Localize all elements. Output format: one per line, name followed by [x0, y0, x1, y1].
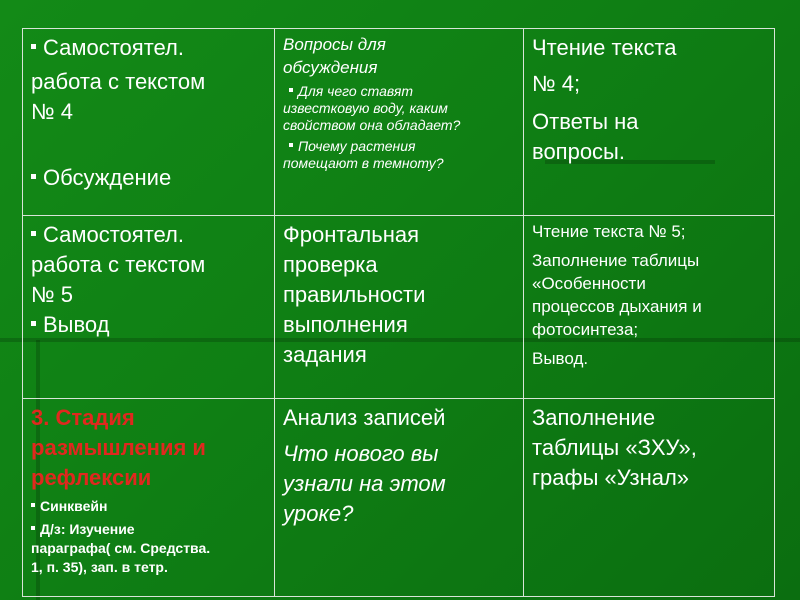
- stage-heading: размышления и: [31, 435, 206, 460]
- square-bullet-icon: [31, 321, 36, 326]
- cell-text: помещают в темноту?: [283, 155, 444, 171]
- square-bullet-icon: [31, 503, 35, 507]
- square-bullet-icon: [289, 143, 293, 147]
- table-cell: [275, 216, 524, 399]
- stage-heading: 3. Стадия: [31, 405, 135, 430]
- cell-text: 1, п. 35), зап. в тетр.: [31, 559, 168, 575]
- cell-text: «Особенности: [532, 274, 646, 293]
- cell-text: свойством она обладает?: [283, 117, 461, 133]
- cell-text: вопросы.: [532, 139, 625, 164]
- cell-text: таблицы «ЗХУ»,: [532, 435, 697, 460]
- cell-text: Обсуждение: [43, 165, 172, 190]
- cell-text: Вывод: [43, 312, 110, 337]
- square-bullet-icon: [31, 174, 36, 179]
- stage-heading: рефлексии: [31, 465, 152, 490]
- cell-text: уроке?: [283, 501, 354, 526]
- cell-text: Фронтальная: [283, 222, 420, 247]
- cell-text: № 4;: [532, 71, 581, 96]
- cell-text: фотосинтеза;: [532, 320, 639, 339]
- table-cell: [524, 216, 775, 399]
- table-cell: [23, 216, 275, 399]
- table-row: [23, 399, 775, 597]
- table-row: [23, 29, 775, 216]
- cell-heading: Вопросы для: [283, 35, 386, 54]
- table-cell: [23, 399, 275, 597]
- cell-text: проверка: [283, 252, 378, 277]
- list-item: [283, 138, 515, 155]
- table-cell: [524, 399, 775, 597]
- cell-text: Почему растения: [298, 138, 416, 154]
- cell-text: узнали на этом: [283, 471, 446, 496]
- cell-text: выполнения: [283, 312, 408, 337]
- table-cell: [275, 399, 524, 597]
- cell-text: № 5: [31, 282, 73, 307]
- cell-text: процессов дыхания и: [532, 297, 702, 316]
- cell-text: задания: [283, 342, 367, 367]
- cell-text: Для чего ставят: [298, 83, 414, 99]
- cell-text: Ответы на: [532, 109, 639, 134]
- square-bullet-icon: [289, 88, 293, 92]
- table-cell: [275, 29, 524, 216]
- square-bullet-icon: [31, 231, 36, 236]
- cell-text: известковую воду, каким: [283, 100, 448, 116]
- cell-text: работа с текстом: [31, 69, 206, 94]
- cell-heading: обсуждения: [283, 58, 378, 77]
- cell-text: параграфа( см. Средства.: [31, 540, 211, 556]
- cell-text: Анализ записей: [283, 405, 446, 430]
- cell-text: № 4: [31, 99, 73, 124]
- cell-text: Самостоятел.: [43, 222, 184, 247]
- cell-text: графы «Узнал»: [532, 465, 690, 490]
- list-item: [31, 220, 266, 250]
- square-bullet-icon: [31, 44, 36, 49]
- list-item: [31, 497, 266, 516]
- cell-text: Заполнение таблицы: [532, 251, 700, 270]
- cell-text: Вывод.: [532, 349, 589, 368]
- list-item: [31, 33, 266, 63]
- table-row: [23, 216, 775, 399]
- list-item: [283, 83, 515, 100]
- list-item: [31, 163, 266, 193]
- lesson-plan-table: [22, 28, 775, 597]
- table-cell: [524, 29, 775, 216]
- cell-text: Самостоятел.: [43, 35, 184, 60]
- cell-text: Чтение текста № 5;: [532, 222, 686, 241]
- cell-text: Что нового вы: [283, 441, 439, 466]
- list-item: [31, 310, 266, 340]
- cell-text: Д/з: Изучение: [40, 521, 135, 537]
- list-item: [31, 520, 266, 539]
- table-cell: [23, 29, 275, 216]
- cell-text: Чтение текста: [532, 35, 677, 60]
- square-bullet-icon: [31, 526, 35, 530]
- cell-text: работа с текстом: [31, 252, 206, 277]
- cell-text: Заполнение: [532, 405, 656, 430]
- cell-text: правильности: [283, 282, 426, 307]
- cell-text: Синквейн: [40, 498, 108, 514]
